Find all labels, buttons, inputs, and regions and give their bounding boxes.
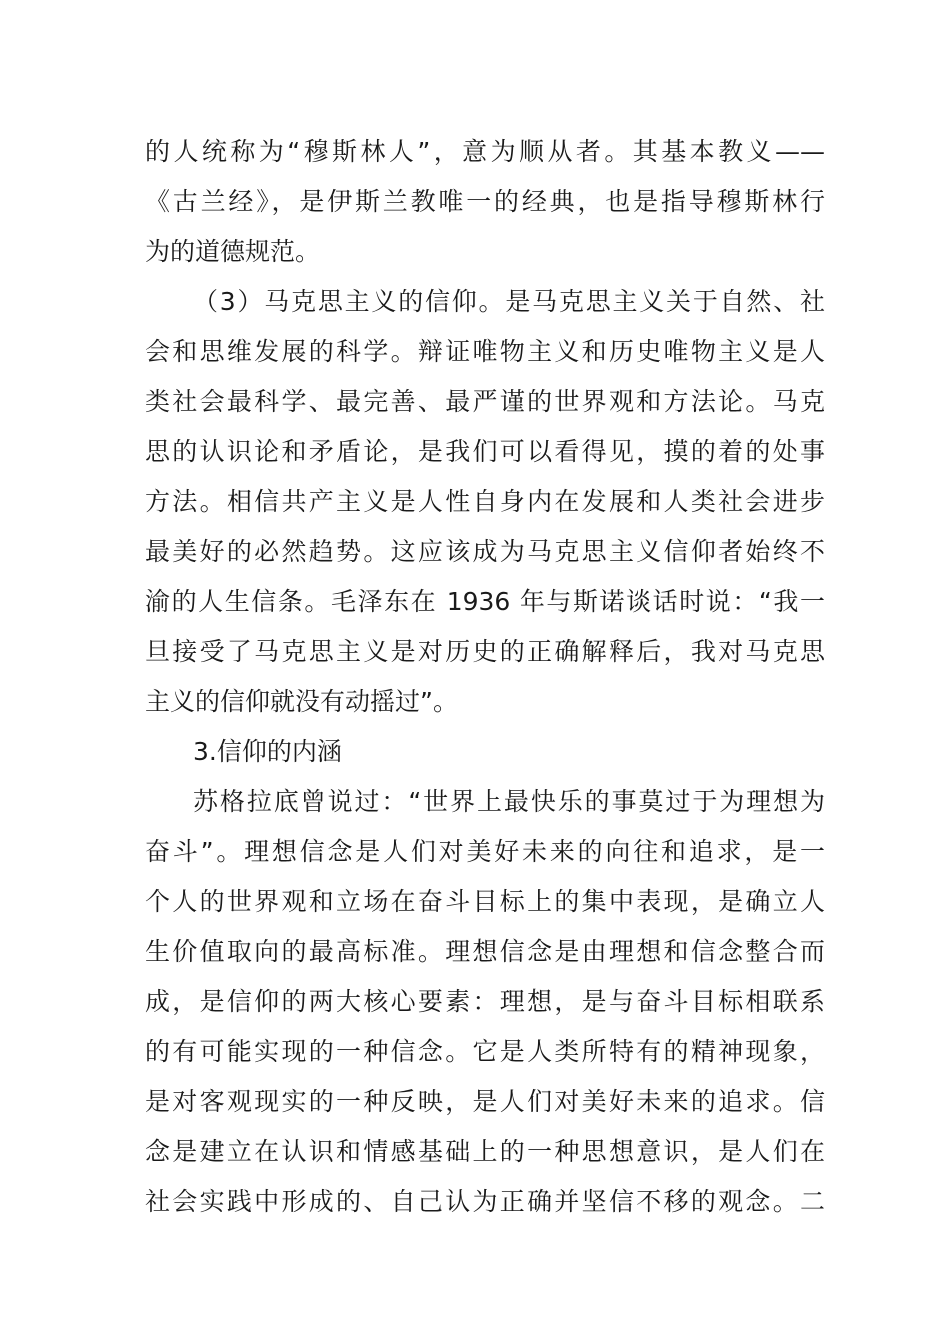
- text-line: 苏格拉底曾说过：“世界上最快乐的事莫过于为理想为: [193, 787, 825, 816]
- text-line: 为的道德规范。: [145, 237, 321, 266]
- text-line: 最美好的必然趋势。这应该成为马克思主义信仰者始终不: [145, 537, 825, 566]
- text-line: 是对客观现实的一种反映，是人们对美好未来的追求。信: [145, 1087, 825, 1116]
- text-line: 念是建立在认识和情感基础上的一种思想意识，是人们在: [145, 1137, 825, 1166]
- text-line: 的有可能实现的一种信念。它是人类所特有的精神现象，: [145, 1037, 825, 1066]
- text-line: （3）马克思主义的信仰。是马克思主义关于自然、社: [193, 287, 825, 316]
- text-line: 方法。相信共产主义是人性自身内在发展和人类社会进步: [145, 487, 825, 516]
- text-line: 奋斗”。理想信念是人们对美好未来的向往和追求，是一: [145, 837, 825, 866]
- text-line: 个人的世界观和立场在奋斗目标上的集中表现，是确立人: [145, 887, 825, 916]
- text-line: 类社会最科学、最完善、最严谨的世界观和方法论。马克: [145, 387, 825, 416]
- text-line: 思的认识论和矛盾论，是我们可以看得见，摸的着的处事: [145, 437, 825, 466]
- section-heading: 3.信仰的内涵: [193, 737, 342, 766]
- text-line: 社会实践中形成的、自己认为正确并坚信不移的观念。二: [145, 1187, 825, 1216]
- text-line: 生价值取向的最高标准。理想信念是由理想和信念整合而: [145, 937, 825, 966]
- text-line: 渝的人生信条。毛泽东在 1936 年与斯诺谈话时说：“我一: [145, 587, 825, 616]
- text-line: 的人统称为“穆斯林人”，意为顺从者。其基本教义——: [145, 137, 825, 166]
- text-line: 《古兰经》，是伊斯兰教唯一的经典，也是指导穆斯林行: [145, 187, 825, 216]
- text-line: 会和思维发展的科学。辩证唯物主义和历史唯物主义是人: [145, 337, 825, 366]
- text-line: 成，是信仰的两大核心要素：理想，是与奋斗目标相联系: [145, 987, 825, 1016]
- text-line: 主义的信仰就没有动摇过”。: [145, 687, 458, 716]
- text-line: 旦接受了马克思主义是对历史的正确解释后，我对马克思: [145, 637, 825, 666]
